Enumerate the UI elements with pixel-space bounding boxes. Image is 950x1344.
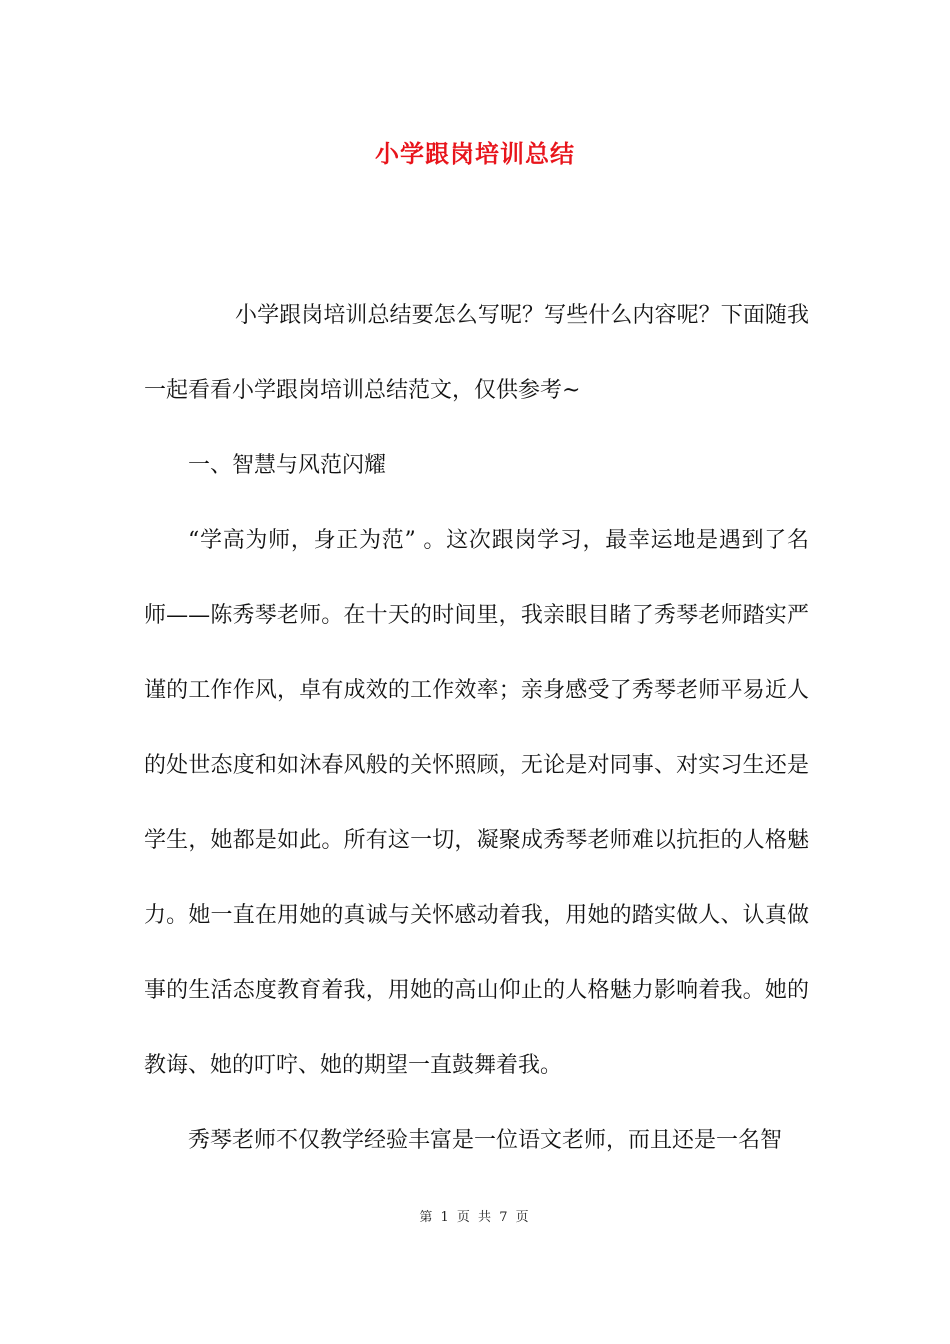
document-body [144,278,809,1178]
intro-paragraph: 小学跟岗培训总结要怎么写呢？写些什么内容呢？下面随我一起看看小学跟岗培训总结范文，仅供参考~ [144,303,809,403]
body-paragraph: “学高为师，身正为范” 。这次跟岗学习，最幸运地是遇到了名师——陈秀琴老师。在十天的时间里，我亲眼目睹了秀琴老师踏实严谨的工作作风，卓有成效的工作效率；亲身感受了秀琴老师平易近人的处世态度和如沐春风般的关怀照顾，无论是对同事、对实习生还是学生，她都是如此。所有这一切，凝聚成秀琴老师难以抗拒的人格魅力。她一直在用她的真诚与关怀感动着我，用她的踏实做人、认真做事的生活态度教育着我，用她的高山仰止的人格魅力影响着我。她的教诲、她的叮咛、她的期望一直鼓舞着我。 [144,528,809,1078]
body-paragraph-continued: 秀琴老师不仅教学经验丰富是一位语文老师，而且还是一名智 [188,1128,783,1153]
section-heading: 一、智慧与风范闪耀 [188,453,387,478]
document-title: 小学跟岗培训总结 [375,139,575,168]
page-footer: 第 1 页 共 7 页 [419,1210,531,1225]
